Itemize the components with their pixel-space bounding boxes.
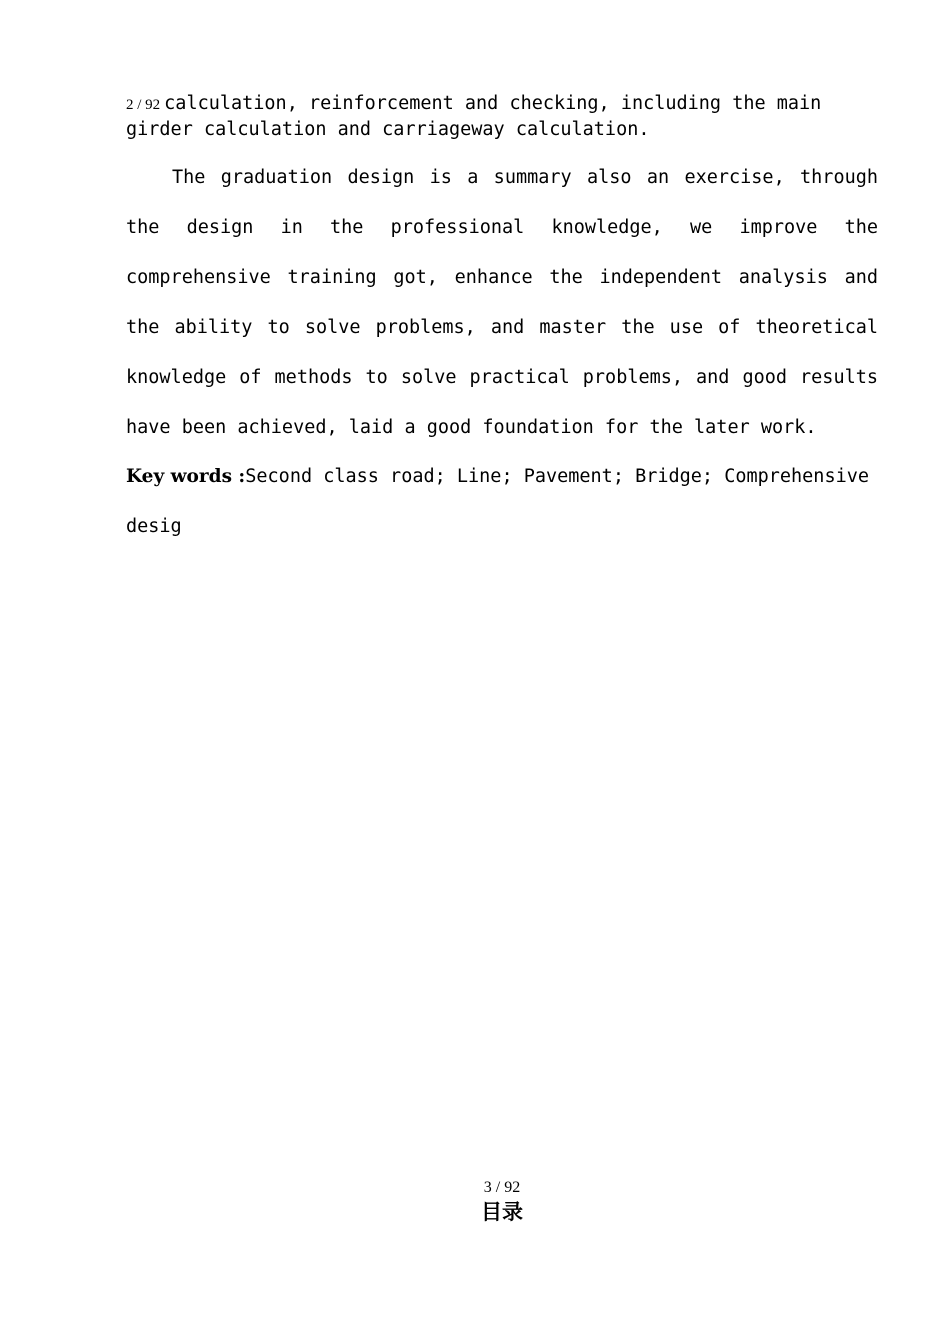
continued-text-line-2: girder calculation and carriageway calculation. [126,119,650,140]
keywords-label: Key words : [126,466,246,487]
abstract-paragraph: The graduation design is a summary also an exercise, through the design in the professional knowledge, we improve the comprehensive training got, enhance the independent analysis and the ability to solve problems, and master the use of theoretical knowledge of methods to solve practical problems, and good results have been achieved, laid a good foundation for the later work. [126,167,878,438]
continued-text-line-1-content: calculation, reinforcement and checking, including the main [164,93,822,114]
previous-page-number: 2 / 92 [126,97,161,113]
continued-text-line-1 [126,91,821,118]
table-of-contents-title: 目录 [481,1200,523,1224]
page-number: 3 / 92 [483,1179,521,1196]
keywords-block [126,452,878,552]
keywords-list: Second class road; Line; Pavement; Bridge; Comprehensive desig [126,466,869,537]
